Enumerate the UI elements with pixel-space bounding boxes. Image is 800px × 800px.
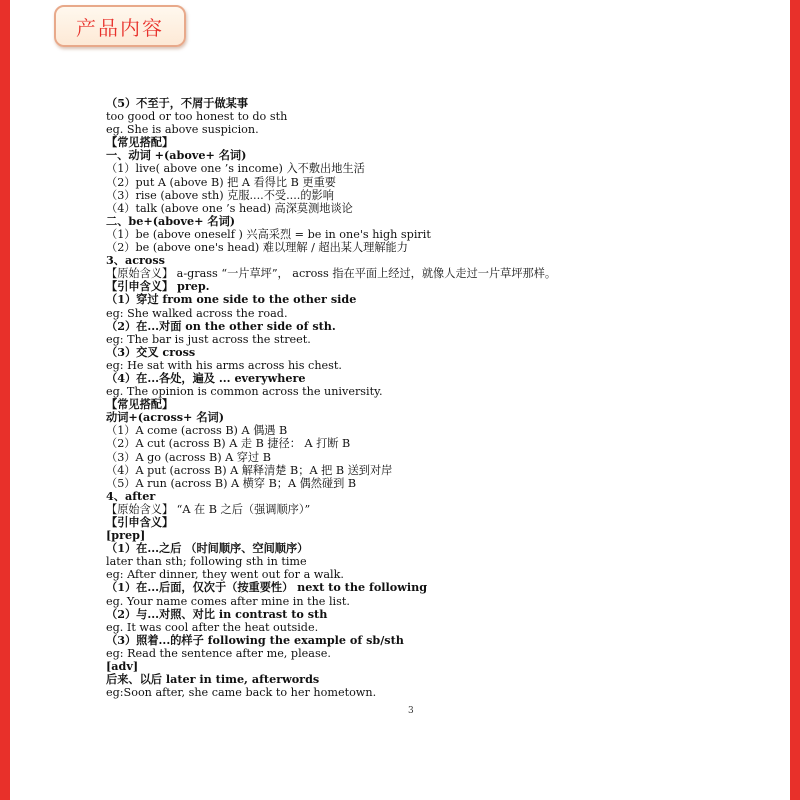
text-line: 二、be+(above+ 名词) — [106, 213, 236, 228]
text-line: 动词+(across+ 名词) — [106, 410, 224, 425]
text-line: （3）A go (across B) A 穿过 B — [106, 450, 271, 464]
text-line: （1）在...之后 （时间顺序、空间顺序） — [106, 541, 309, 556]
text-line: （5）不至于，不屑于做某事 — [106, 96, 249, 110]
badge-label: 产品内容 — [76, 15, 164, 40]
text-line: （2）A cut (across B) A 走 B 捷径： A 打断 B — [106, 437, 351, 451]
text-line: 【引申含义】 prep. — [106, 279, 210, 294]
text-line: eg: She walked across the road. — [106, 306, 288, 320]
document-body — [106, 97, 726, 699]
text-line: 后来、以后 later in time, afterwords — [106, 672, 320, 687]
text-line: eg: After dinner, they went out for a walk. — [106, 568, 344, 582]
product-content-badge — [54, 5, 186, 47]
text-line: （2）put A (above B) 把 A 看得比 B 更重要 — [106, 175, 336, 189]
text-line: （4）在...各处，遍及 ... everywhere — [106, 370, 306, 385]
text-line: [adv] — [106, 659, 139, 674]
text-line: eg. Your name comes after mine in the list. — [106, 594, 350, 608]
text-line: eg. It was cool after the heat outside. — [106, 620, 319, 634]
text-line: （2）在...对面 on the other side of sth. — [106, 318, 336, 333]
text-line: （5）A run (across B) A 横穿 B；A 偶然碰到 B — [106, 476, 357, 490]
text-line: 【常见搭配】 — [106, 397, 174, 412]
text-line: 一、动词 +(above+ 名词) — [106, 148, 247, 163]
text-line: （1）在...后面，仅次于（按重要性） next to the following — [106, 580, 428, 595]
text-line: （1）穿过 from one side to the other side — [106, 292, 357, 307]
text-line: eg: Read the sentence after me, please. — [106, 646, 331, 660]
text-line: too good or too honest to do sth — [106, 110, 288, 124]
text-line: （3）交叉 cross — [106, 344, 196, 359]
text-line: （1）live( above one ’s income) 入不敷出地生活 — [106, 162, 365, 176]
text-line: 【原始含义】 a-grass “一片草坪”， across 指在平面上经过，就像人走过一片草坪那样。 — [106, 267, 557, 281]
text-line: 3、across — [106, 253, 165, 268]
text-line: （4）talk (above one ’s head) 高深莫测地谈论 — [106, 201, 353, 215]
text-line: 【引申含义】 — [106, 515, 174, 529]
text-line: （4）A put (across B) A 解释清楚 B；A 把 B 送到对岸 — [106, 463, 393, 477]
text-line: （2）与...对照、对比 in contrast to sth — [106, 606, 328, 621]
text-line: [prep] — [106, 528, 146, 543]
text-line: eg: The bar is just across the street. — [106, 332, 311, 346]
text-line: eg. The opinion is common across the university. — [106, 385, 383, 399]
text-line: eg: He sat with his arms across his chest. — [106, 358, 342, 372]
text-line: （3）照着...的样子 following the example of sb/sth — [106, 632, 404, 647]
text-line: （1）be (above oneself ) 兴高采烈 = be in one's high spirit — [106, 227, 431, 241]
text-line: eg:Soon after, she came back to her hometown. — [106, 686, 377, 700]
text-line: （2）be (above one's head) 难以理解 / 超出某人理解能力 — [106, 241, 408, 255]
text-line: 【原始含义】 “A 在 B 之后（强调顺序）” — [106, 502, 311, 516]
text-line: 【常见搭配】 — [106, 135, 174, 150]
text-line: （3）rise (above sth) 克服....不受....的影响 — [106, 188, 334, 202]
text-line: 4、after — [106, 488, 156, 503]
document-page — [10, 0, 790, 800]
text-line: （1）A come (across B) A 偶遇 B — [106, 424, 288, 438]
text-line: eg. She is above suspicion. — [106, 123, 259, 137]
text-line: later than sth; following sth in time — [106, 555, 307, 569]
page-number: 3 — [408, 706, 414, 716]
